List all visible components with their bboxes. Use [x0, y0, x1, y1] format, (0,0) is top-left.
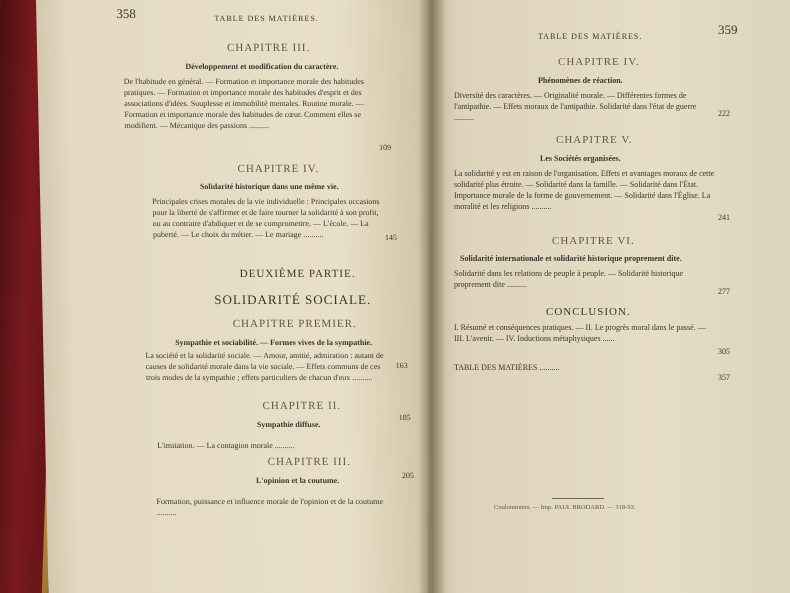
chapter-contents: De l'habitude en général. — Formation et importance morale des habitudes pratiques. — Formation et importance morale des habitudes d'esprit et des associations d'idées. Souplesse et immobilité mentales. Routine morale. — Formation et importance morale des habitudes de cœur. Comment elles se modifient. — Mécanique des passions ..........: [123, 77, 365, 130]
chapter-heading: CHAPITRE V.: [556, 134, 633, 146]
page-reference: 185: [398, 413, 411, 422]
chapter-heading: CHAPITRE PREMIER.: [232, 318, 357, 330]
imprint-rule: [552, 498, 604, 499]
chapter-subtitle: Solidarité historique dans une même vie.: [199, 182, 339, 191]
chapter-heading: CHAPITRE II.: [262, 400, 342, 412]
part-name: SOLIDARITÉ SOCIALE.: [214, 292, 372, 307]
page-reference: 163: [395, 361, 408, 370]
chapter-contents: L'imitation. — La contagion morale ..........: [157, 441, 295, 450]
chapter-heading: CHAPITRE III.: [226, 42, 311, 54]
conclusion-contents: I. Résumé et conséquences pratiques. — II. Le progrès moral dans le passé. — III. L'avenir. — IV. Inductions métaphysiques ......: [454, 323, 706, 343]
chapter-subtitle: Sympathie diffuse.: [256, 420, 321, 429]
chapter-subtitle: L'opinion et la coutume.: [255, 476, 340, 485]
right-page: [428, 0, 790, 593]
page-reference: 205: [401, 471, 415, 480]
table-entry: TABLE DES MATIÈRES ..........: [454, 363, 560, 372]
printer-imprint: Coulommiers. — Imp. PAUL BRODARD. — 318-93.: [494, 504, 636, 511]
page-reference: 305: [718, 347, 730, 356]
chapter-subtitle: Sympathie et sociabilité. — Formes vives de la sympathie.: [175, 338, 373, 347]
page-reference: 222: [718, 109, 730, 118]
running-header-right: TABLE DES MATIÈRES.: [538, 32, 643, 41]
part-title: DEUXIÈME PARTIE.: [239, 268, 356, 280]
chapter-contents: Formation, puissance et influence morale de l'opinion et de la coutume ..........: [156, 497, 384, 517]
page-number-right: 359: [718, 22, 738, 37]
chapter-contents: Solidarité dans les relations de peuple à peuple. — Solidarité historique proprement dite ..........: [454, 269, 684, 289]
chapter-subtitle: Développement et modification du caractère.: [185, 62, 339, 71]
chapter-heading: CHAPITRE III.: [267, 456, 352, 468]
chapter-subtitle: Phénomènes de réaction.: [538, 76, 623, 85]
page-reference: 109: [378, 143, 392, 152]
page-reference: 277: [718, 287, 730, 296]
chapter-heading: CHAPITRE IV.: [237, 163, 320, 175]
chapter-contents: Diversité des caractères. — Originalité morale. — Différentes formes de l'antipathie. — Effets moraux de l'antipathie. Solidarité dans l'état de guerre ..........: [454, 91, 697, 122]
page-reference: 357: [718, 373, 730, 382]
chapter-heading: CHAPITRE VI.: [552, 235, 635, 247]
chapter-contents: La société et la solidarité sociale. — Amour, amitié, admiration : autant de causes de solidarité morale dans la vie sociale. — Effets communs de ces trois modes de la sympathie ; effets particuliers de chacun d'eux ..........: [145, 351, 384, 382]
chapter-subtitle: Les Sociétés organisées.: [540, 154, 621, 163]
conclusion-heading: CONCLUSION.: [546, 306, 631, 318]
page-reference: 241: [718, 213, 730, 222]
page-number-left: 358: [116, 6, 136, 21]
running-header-left: TABLE DES MATIÈRES.: [214, 14, 319, 23]
chapter-contents: Principales crises morales de la vie individuelle : Principales occasions pour la liberté de s'affirmer et de faire tourner la solidarité à son profit, ou au contraire d'abdiquer et de se compromettre. — L'école. — La puberté. — Le choix du métier. — Le mariage ..........: [152, 197, 380, 239]
chapter-contents: La solidarité y est en raison de l'organisation. Effets et avantages moraux de cette solidarité plus étroite. — Solidarité dans la famille. — Solidarité dans l'État. Importance morale de la forme de gouvernement. — Solidarité dans l'Église. La moralité et les religions ..........: [454, 169, 715, 211]
chapter-heading: CHAPITRE IV.: [558, 56, 640, 68]
chapter-subtitle: Solidarité internationale et solidarité historique proprement dite.: [460, 254, 682, 263]
left-page: [36, 0, 448, 593]
page-reference: 145: [384, 233, 398, 242]
book-gutter: [418, 0, 446, 593]
